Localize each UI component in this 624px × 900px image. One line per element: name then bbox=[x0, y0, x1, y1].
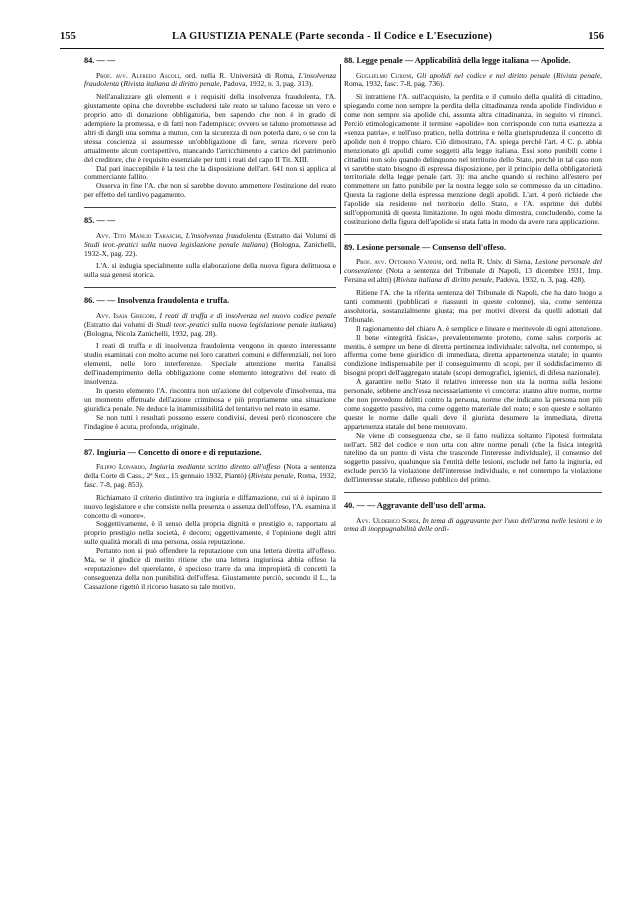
page-number-right: 156 bbox=[588, 31, 604, 42]
section-87-title: 87. Ingiuria — Concetto di onore e di reputazione. bbox=[84, 447, 262, 457]
citation-journal: Rivista italiana di diritto penale, bbox=[395, 275, 494, 285]
paragraph: Dal pari inaccepibile è la tesi che la disposizione dell'art. 641 non si applica al commerciante fallito. bbox=[84, 163, 336, 182]
section-86-title: 86. — — Insolvenza fraudolenta e truffa. bbox=[84, 296, 230, 306]
paragraph: Richiamato il criterio distintivo tra ingiuria e diffamazione, cui si è ispirato il nuovo legislatore e che consiste nella presenza o assenza dell'offeso, l'A. esamina il concetto di «onore». bbox=[84, 492, 336, 520]
paragraph: Il bene «integrità fisica», prevalentemente protetto, come salus corporis ac mentis, è sempre un bene di diretta pertinenza individuale: talvolta, nel contempo, si afferma come bene giuridico di immediata, diretta appartenenza statale; in quanto condizione indispensabile per il conseguimento di scopi, per il soddisfacimento di bisogni propri dell'aggregato statale (scopi demografici, igienici, di difesa nazionale). bbox=[344, 332, 602, 378]
citation-text: ( bbox=[120, 79, 124, 89]
citation-journal: Studi teor.-pratici sulla nuova legislazione penale italiana bbox=[155, 319, 334, 329]
section-88-citation bbox=[344, 72, 602, 90]
citation-author: Avv. Isaia Gregori, bbox=[96, 310, 157, 320]
citation-text: (Estratto dai volumi di bbox=[84, 319, 154, 329]
paragraph: In questo elemento l'A. riscontra non un'azione del colpevole d'insolvenza, ma un momento effettuale dell'azione criminosa e più propriamente una situazione giuridica penale. Ne deduce la inammissibilità del tentativo nel reato in esame. bbox=[84, 385, 336, 413]
section-separator bbox=[344, 234, 602, 235]
section-84-title: 84. — — bbox=[84, 56, 116, 65]
citation-work: Gli apolidi nel codice e nel diritto penale bbox=[416, 70, 551, 80]
citation-text: Roma, 1932, fasc. 7-8, pag. 736). bbox=[344, 79, 445, 89]
header-rule bbox=[60, 48, 604, 49]
section-87-citation bbox=[84, 463, 336, 490]
paragraph: Nell'analizzare gli elementi e i requisiti della insolvenza fraudolenta, l'A. giustamente opina che dovrebbe escludersi tale reato se taluno facesse un vero e proprio atto di donazione obbligatoria, ben sapendo che non è in grado di adempiere la promessa, e di fatti non l'adempisce; ovvero se taluno promettesse ad altri di dargli una somma a mutuo, con la sicurezza di non poterla dare, o se con la stessa coscienza si assumesse un'obbligazione di fare, senza ricevere però attualmente alcun corrispettivo, mancando l'arricchimento a carico del patrimonio del creditore, che è requisito essenziale per tutti i reati del capo II Tit. XIII. bbox=[84, 92, 336, 164]
paragraph: A garantire nello Stato il relativo interesse non sta la norma sulla lesione personale, sebbene anch'essa necessariamente vi concorra: stanno altre norme, norme che non prevedono delitti contro la persona, norme che indicano la persona non più come soggetto passivo, ma come oggetto materiale del reato; e son queste e soltanto queste le norme dalle quali deve il giurista desumere la immediata, diretta appartenenza statale del bene mentovato. bbox=[344, 377, 602, 431]
citation-author: Filippo Lonardo, bbox=[96, 462, 147, 471]
right-column bbox=[344, 56, 602, 876]
paragraph: I reati di truffa e di insolvenza fraudolenta vengono in questo interessante studio esaminati con molto acume nei loro caratteri comuni e differenziali, nei loro elementi, nelle loro interferenze. Speciale attenzione merita l'analisi dell'inadempimento della obbligazione come elemento integrativo del reato di insolvenza. bbox=[84, 341, 336, 387]
section-86-citation bbox=[84, 312, 336, 339]
paragraph: Si intrattiene l'A. sull'acquisto, la perdita e il cumulo della qualità di cittadino, spiegando come non sempre la perdita della cittadinanza renda apolide l'individuo e come non sempre sia apolide chi, assunta altra cittadinanza, in seguito vi rinunci. Perciò etimologicamente il termine «apolide» non corrisponde con tutta esattezza a «senza patria», e nell'uso pratico, nella dottrina e nella giurisprudenza il concetto di apolide non è troppo chiaro. Ciò dimostrato, l'A. spiega perchè l'art. 4 C. p. abbia menzionato gli apolidi come soggetti alla legge italiana. Essi sono punibili come i cittadini non solo quando delinquono nel territorio dello Stato, perchè in tal caso non vi sarebbe stato bisogno di espressa disposizione, per il principio della obbligatorietà territoriale della legge penale (art. 3): ma anche quando si rechino all'estero per commettere un fatto punibile per la nostra legge solo se commesso da un cittadino. Questa la ragione della espressa menzione degli apolidi. L'art. 4 però richiede che l'apolide sia residente nel territorio dello Stato, e l'A. esprime dei dubbi sull'opportunità di questa limitazione. In ogni modo dimostra, concludendo, come la costituzione della figura dell'apolide si stata fatta in modo da avere rara applicazione. bbox=[344, 92, 602, 226]
section-separator bbox=[344, 492, 602, 493]
citation-text: ) (Bologna, Zanichelli, 1932-X, pag. 22). bbox=[84, 239, 336, 258]
citation-text: (Estratto dai Volumi di bbox=[264, 230, 336, 240]
section-89-title: 89. Lesione personale — Consenso dell'offeso. bbox=[344, 242, 507, 252]
left-column bbox=[84, 56, 336, 836]
section-separator bbox=[84, 439, 336, 440]
citation-journal: Rivista penale, bbox=[250, 470, 296, 480]
paragraph: Ne viene di conseguenza che, se il fatto realizza soltanto l'ipotesi formulata nell'art. 582 del codice e non urta con altre norme penali (che la fisica integrità tutelino da un punto di vista che trascende l'interesse individuale), il consenso del soggetto passivo, qualunque sia l'entità delle lesioni, esclude nel fatto la ingiuria, ed esclude perciò la violazione dell'interesse individuale, e nel contempo la violazione dell'interesse statale, riflesso pubblico del primo. bbox=[344, 430, 602, 485]
section-separator bbox=[84, 207, 336, 208]
citation-journal: Studi teor.-pratici sulla nuova legislazione penale italiana bbox=[84, 239, 266, 249]
section-88-title: 88. Legge penale — Applicabilità della legge italiana — Apolide. bbox=[344, 56, 571, 65]
citation-work: In tema di aggravante per l'uso dell'arma nelle lesioni e in tema di inoppugnabilità delle ordi- bbox=[344, 515, 602, 534]
citation-text: (Nota a sentenza della Corte di Cass., 2ª Sez., 15 gennaio 1932, Piantò) ( bbox=[84, 462, 336, 480]
citation-text: ord. nella R. Univ. di Siena, bbox=[445, 257, 533, 267]
citation-text: ( bbox=[553, 70, 557, 80]
citation-text: ) (Bologna, Nicola Zanichelli, 1932, pag. 28). bbox=[84, 319, 336, 338]
paragraph: Pertanto non si può offendere la reputazione con una lettera diretta all'offeso. Ma, se il giudice di merito ritiene che una lettera ingiuriosa abbia offeso la «reputazione» del querelante, è specioso trarre da una impropietà di concetti la conseguenza della non punibilità dell'offesa. Giustamente perciò, secondo il L., la Cassazione rigettò il ricorso basato su tale motivo. bbox=[84, 546, 336, 591]
section-separator bbox=[84, 287, 336, 288]
citation-text: Padova, 1932, n. 3, pag. 313). bbox=[223, 79, 314, 89]
paragraph: Soggettivamente, è il senso della propria dignità e prestigio e, rapportato al proprio prestigio nella società, è decoro; oggettivamente, è l'opinione degli altri sulle qualità morali di una persona, ossia reputazione. bbox=[84, 519, 336, 547]
citation-work: L'insolvenza fraudolenta bbox=[185, 230, 262, 240]
citation-author: Prof. avv. Ottorino Vannini, bbox=[356, 257, 444, 267]
citation-author: Avv. Tito Manlio Taraschi, bbox=[96, 230, 183, 240]
citation-author: Avv. Uldebico Sordi, bbox=[356, 515, 421, 525]
citation-journal: Rivista penale, bbox=[556, 70, 602, 80]
citation-text: Padova, 1932, n. 3, pag. 428). bbox=[495, 275, 586, 285]
section-84-citation bbox=[84, 72, 336, 90]
paragraph: Ritiene l'A. che la riferita sentenza del Tribunale di Napoli, che ha dato luogo a tanti commenti (pubblicati e riassunti in queste colonne), sia, come sentenza assolutoria, sostanzialmente giusta; ma per motivi diversi da quelli adottati dal Tribunale. bbox=[344, 288, 602, 324]
section-89-citation bbox=[344, 258, 602, 285]
citation-text: ord. nella R. Università di Roma, bbox=[185, 70, 295, 80]
citation-author: Prof. avv. Alfredo Ascoli, bbox=[96, 70, 182, 80]
section-85-citation bbox=[84, 232, 336, 259]
page-number-left: 155 bbox=[60, 31, 76, 42]
column-divider bbox=[340, 64, 341, 274]
citation-journal: Rivista italiana di diritto penale, bbox=[123, 79, 222, 89]
citation-work: L'insolvenza fraudolenta bbox=[84, 70, 336, 89]
citation-work: I reati di truffa e di insolvenza nel nuovo codice penale bbox=[159, 310, 336, 320]
section-85-title: 85. — — bbox=[84, 216, 116, 226]
paragraph: Se non tutti i resultati possono essere condivisi, devesi però riconoscere che l'indagine è acuta, profonda, originale. bbox=[84, 412, 336, 431]
paragraph: L'A. si indugia specialmente sulla elaborazione della nuova figura delittuosa e sulla sua genesi storica. bbox=[84, 261, 336, 280]
paragraph: Osserva in fine l'A. che non si sarebbe dovuto ammettere l'estinzione del reato per effetto del tardivo pagamento. bbox=[84, 181, 336, 200]
citation-text: Roma, 1932, fasc. 7-8, pag. 853). bbox=[84, 470, 336, 489]
citation-work: Ingiuria mediante scritto diretto all'offeso bbox=[149, 462, 281, 471]
running-title: LA GIUSTIZIA PENALE (Parte seconda - Il Codice e L'Esecuzione) bbox=[171, 31, 493, 42]
citation-author: Guglielmo Cuboni, bbox=[356, 70, 414, 80]
citation-work: Lesione personale del consenziente bbox=[344, 257, 602, 276]
paragraph: Il ragionamento del chiaro A. è semplice e lineare e meritevole di ogni attenzione. bbox=[356, 323, 602, 333]
section-40-citation bbox=[344, 517, 602, 535]
citation-text: (Nota a sentenza del Tribunale di Napoli, 13 dicembre 1931, Imp. Fersina ed altri) ( bbox=[344, 266, 602, 285]
section-40-title: 40. — — Aggravante dell'uso dell'arma. bbox=[344, 501, 486, 511]
page-header bbox=[60, 29, 604, 45]
